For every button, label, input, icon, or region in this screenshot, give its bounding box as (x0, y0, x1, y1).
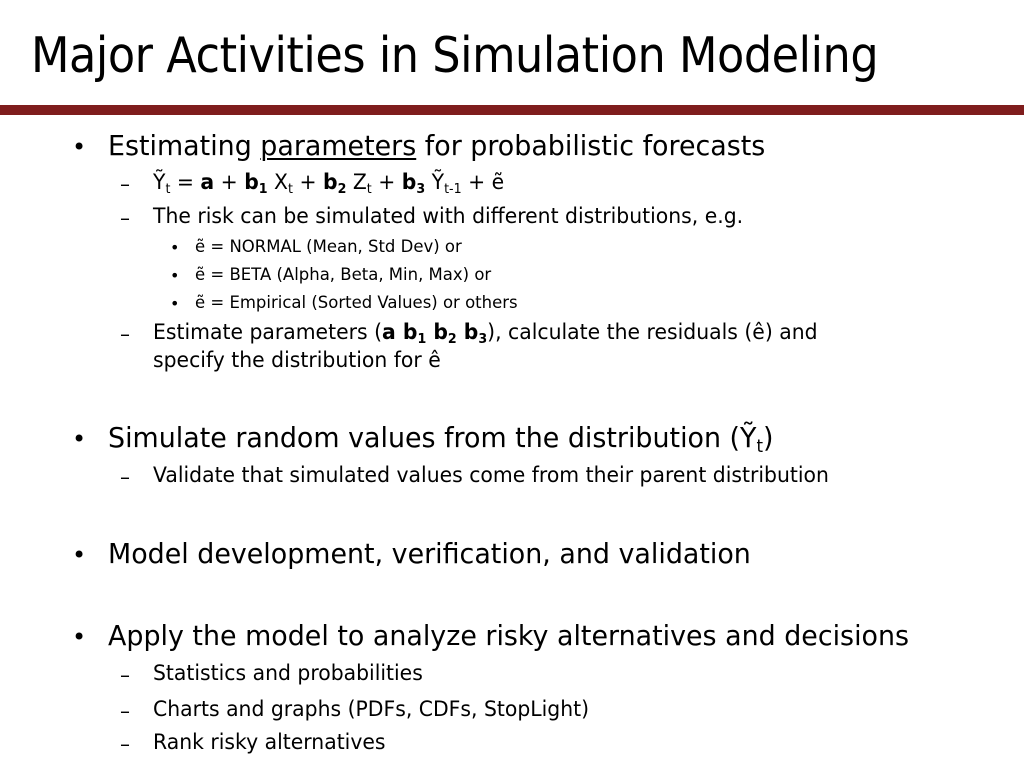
dot-marker: • (170, 294, 180, 313)
validate-line: Validate that simulated values come from their parent distribution (153, 463, 829, 487)
param-subscript: 3 (478, 331, 488, 347)
formula-y-lag: Ỹ (425, 170, 445, 194)
param-subscript: 1 (417, 331, 427, 347)
formula-x: X (267, 170, 289, 194)
formula-subscript: t (366, 181, 372, 197)
bullet-marker: • (72, 133, 87, 161)
dot-marker: • (170, 266, 180, 285)
formula-plus: + (214, 170, 245, 194)
bullet-simulate (108, 421, 774, 458)
formula-subscript: 1 (258, 181, 268, 197)
slide-title: Major Activities in Simulation Modeling (31, 27, 879, 84)
bullet-marker: • (72, 623, 87, 651)
formula-equals: = (170, 170, 201, 194)
title-divider (0, 105, 1024, 115)
formula-y: Ỹ (153, 170, 166, 194)
estimate-line-2: specify the distribution for ê (153, 348, 441, 372)
dash-marker: – (120, 465, 130, 489)
bullet-text: Estimating (108, 129, 261, 162)
dist-beta: ẽ = BETA (Alpha, Beta, Min, Max) or (195, 265, 492, 285)
formula-plus: + (371, 170, 402, 194)
bullet-apply-model: Apply the model to analyze risky alternatives and decisions (108, 619, 910, 652)
bullet-subscript: t (756, 437, 764, 458)
dash-marker: – (120, 206, 130, 230)
param-a: a (382, 320, 396, 344)
bullet-marker: • (72, 425, 87, 453)
risk-line: The risk can be simulated with different distributions, e.g. (153, 204, 744, 228)
param-subscript: 2 (447, 331, 457, 347)
formula-subscript: 2 (337, 181, 347, 197)
forecast-formula (153, 170, 505, 197)
estimate-line (153, 320, 818, 347)
formula-subscript: t-1 (444, 181, 462, 197)
estimate-text: ), calculate the residuals (ê) and (487, 320, 818, 344)
bullet-model-development: Model development, verification, and validation (108, 537, 751, 570)
dist-normal: ẽ = NORMAL (Mean, Std Dev) or (195, 237, 462, 257)
formula-b1: b (244, 170, 259, 194)
param-b3: b (456, 320, 479, 344)
dash-marker: – (120, 699, 130, 723)
dash-marker: – (120, 663, 130, 687)
sub-rank: Rank risky alternatives (153, 730, 386, 754)
param-b1: b (395, 320, 418, 344)
bullet-text: for probabilistic forecasts (416, 129, 766, 162)
formula-subscript: t (288, 181, 293, 197)
parameters-link: parameters (260, 129, 417, 162)
formula-b2: b (322, 170, 338, 194)
bullet-text: ) (763, 421, 774, 454)
formula-plus: + (292, 170, 323, 194)
dash-marker: – (120, 172, 130, 196)
formula-z: Z (346, 170, 367, 194)
sub-statistics: Statistics and probabilities (153, 661, 423, 685)
bullet-estimating-parameters (108, 129, 766, 162)
formula-a: a (200, 170, 215, 194)
dash-marker: – (120, 322, 130, 346)
formula-subscript: 3 (416, 181, 426, 197)
dot-marker: • (170, 238, 180, 257)
formula-subscript: t (165, 181, 171, 197)
dist-empirical: ẽ = Empirical (Sorted Values) or others (195, 293, 518, 313)
bullet-marker: • (72, 541, 87, 569)
estimate-text: Estimate parameters ( (153, 320, 383, 344)
formula-error-term: + ẽ (461, 170, 505, 194)
formula-b3: b (401, 170, 417, 194)
bullet-text: Simulate random values from the distribution (Ỹ (108, 421, 757, 454)
param-b2: b (426, 320, 448, 344)
sub-charts: Charts and graphs (PDFs, CDFs, StopLight) (153, 697, 590, 721)
dash-marker: – (120, 732, 130, 756)
